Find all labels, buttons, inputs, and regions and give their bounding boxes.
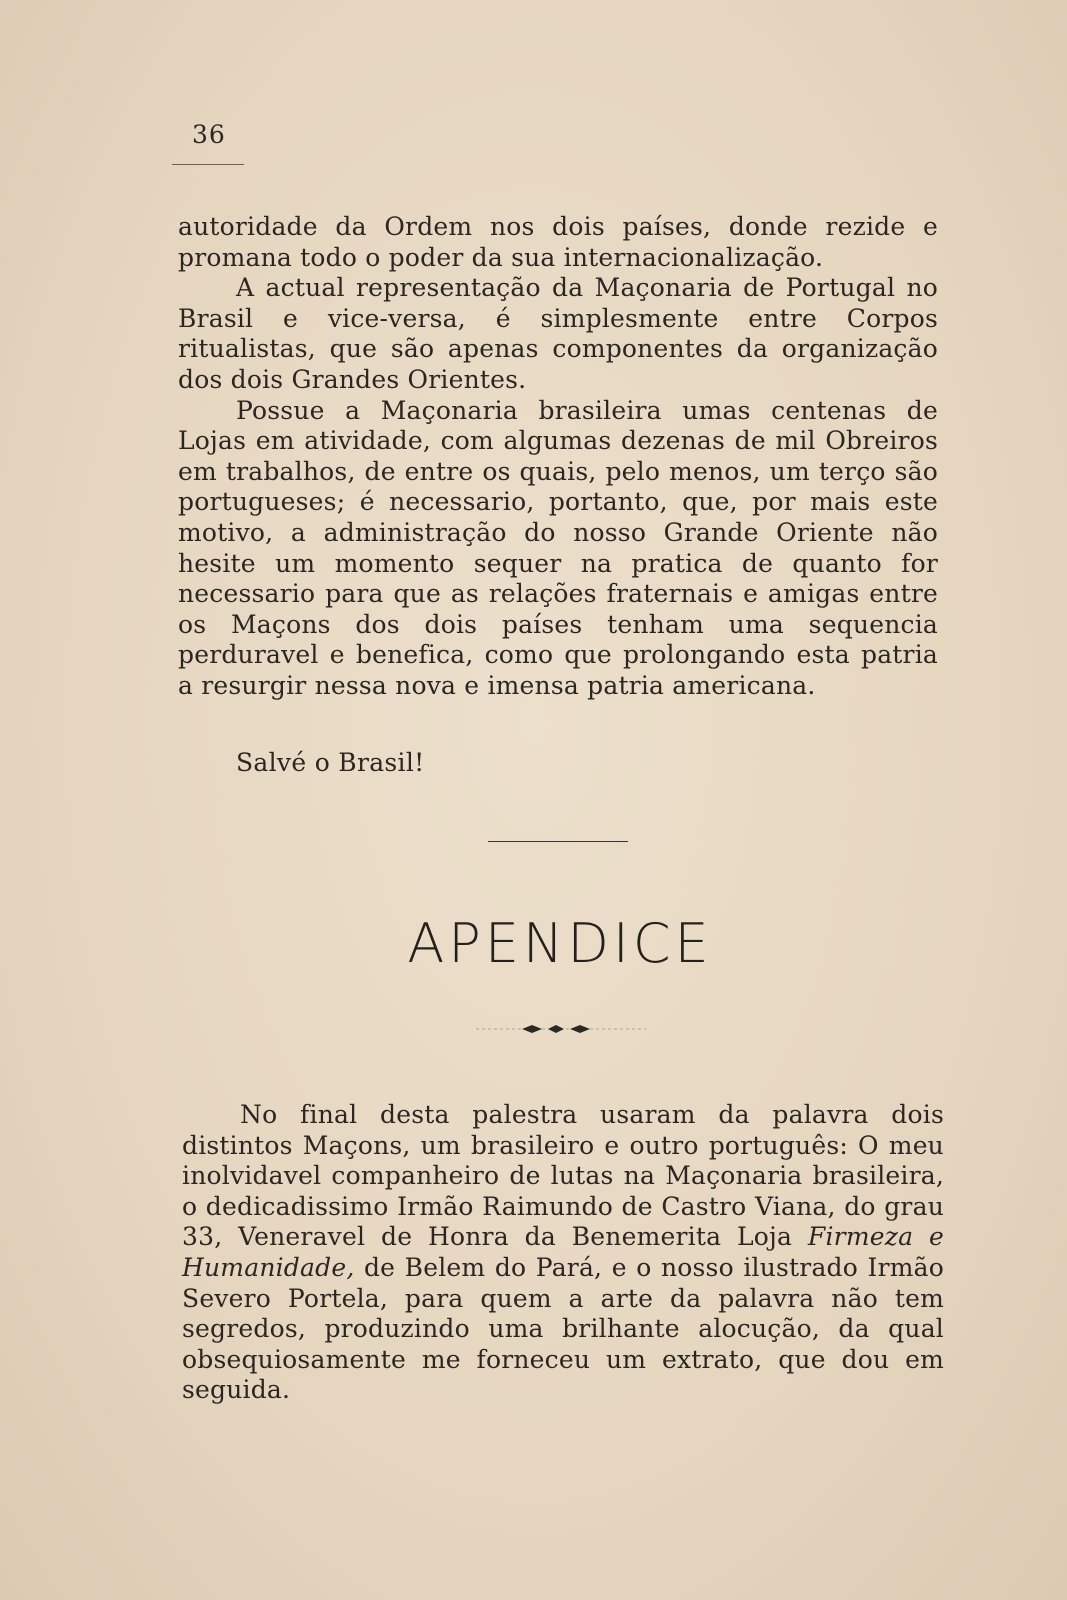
section-divider-rule — [488, 841, 628, 842]
appendix-text-part-2: de Belem do Pará, e o nosso ilustrado Irmão Severo Portela, para quem a arte da palavra não tem segredos, produzindo uma brilhante alocução, da qual obsequiosamente me forneceu um extrato, que dou em seguida. — [182, 1252, 944, 1405]
section-heading: APENDICE — [407, 912, 713, 975]
lodge-name-italic: Firmeza e Humanidade, — [182, 1222, 944, 1282]
appendix-paragraph — [182, 1100, 944, 1406]
appendix-text-block — [182, 1100, 944, 1406]
ornament-divider-icon — [476, 1022, 646, 1036]
paragraph-3: Possue a Maçonaria brasileira umas centenas de Lojas em atividade, com algumas dezenas de mil Obreiros em trabalhos, de entre os quais, pelo menos, um terço são portugueses; é necessario, portanto, que, por mais este motivo, a administração do nosso Grande Oriente não hesite um momento sequer na pratica de quanto for necessario para que as relações fraternais e amigas entre os Maçons dos dois países tenham uma sequencia perduravel e benefica, como que prolongando esta patria a resurgir nessa nova e imensa patria americana. — [178, 395, 938, 700]
closing-salute: Salvé o Brasil! — [236, 748, 425, 777]
paragraph-2: A actual representação da Maçonaria de Portugal no Brasil e vice-versa, é simplesmente entre Corpos ritualistas, que são apenas componentes da organização dos dois Grandes Orientes. — [178, 273, 938, 394]
appendix-text-part-1: No final desta palestra usaram da palavra dois distintos Maçons, um brasileiro e outro português: O meu inolvidavel companheiro de lutas na Maçonaria brasileira, o dedicadissimo Irmão Raimundo de Castro Viana, do grau 33, Veneravel de Honra da Benemerita Loja — [182, 1100, 944, 1252]
page-number: 36 — [192, 120, 226, 149]
paragraph-1: autoridade da Ordem nos dois países, donde rezide e promana todo o poder da sua internacionalização. — [178, 212, 938, 272]
header-rule — [172, 164, 244, 165]
main-text-block — [178, 212, 938, 702]
